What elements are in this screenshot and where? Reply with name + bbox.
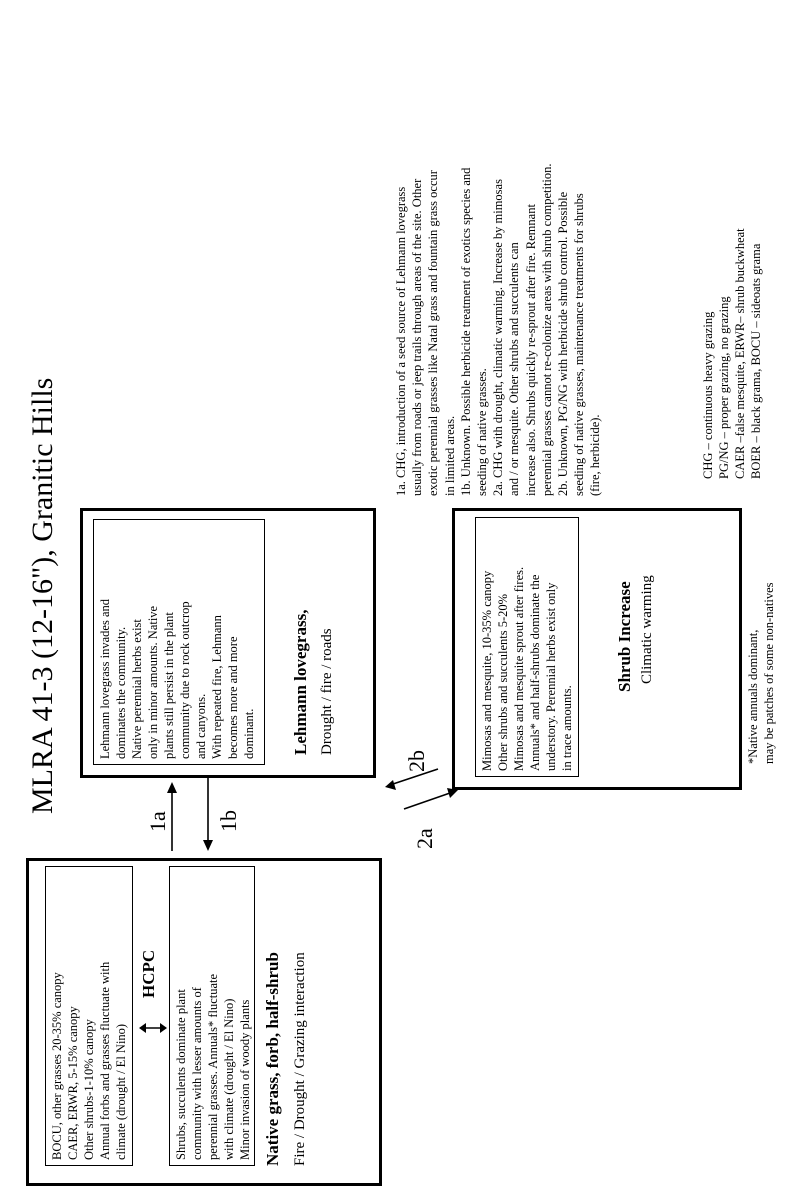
note-line: (fire, herbicide).	[588, 414, 603, 496]
transition-label-2b: 2b	[404, 750, 429, 772]
lehmann-line: With repeated fire, Lehmann	[210, 615, 224, 759]
lehmann-line: only in minor amounts. Native	[146, 605, 160, 759]
lehmann-line: becomes more and more	[226, 636, 240, 759]
native-lower-line: perennial grasses. Annuals* fluctuate	[206, 973, 220, 1160]
native-lower-line: with climate (drought / El Nino)	[222, 998, 236, 1160]
lehmann-line: dominates the community.	[114, 626, 128, 759]
note-line: and / or mesquite. Other shrubs and succulents can	[507, 242, 522, 496]
footnote-line: *Native annuals dominant,	[746, 629, 760, 764]
diagram-title: MLRA 41-3 (12-16"), Granitic Hills	[26, 377, 59, 814]
arrow-1b-icon	[203, 778, 213, 851]
native-upper-line: CAER, ERWR, 5-15% canopy	[66, 1006, 80, 1160]
note-line: usually from roads or jeep trails through areas of the site. Other	[410, 178, 425, 496]
state-name-lehmann: Lehmann lovegrass,	[291, 609, 310, 755]
lehmann-line: Native perennial herbs exist	[130, 619, 144, 759]
native-upper-line: BOCU, other grasses 20-35% canopy	[50, 972, 64, 1160]
legend-line: CHG – continuous heavy grazing	[701, 311, 715, 479]
annuals-footnote	[745, 582, 777, 764]
shrub-line: understory. Perennial herbs exist only	[544, 582, 558, 771]
note-line: exotic perennial grasses like Natal grass and fountain grass occur	[426, 170, 441, 496]
shrub-line: Other shrubs and succulents 5-20%	[496, 593, 510, 771]
shrub-line: Mimosas and mesquite sprout after fires.	[512, 566, 526, 771]
transition-label-1a: 1a	[145, 811, 170, 832]
legend-line: BOER – black grama, BOCU – sideoats grama	[749, 243, 763, 479]
abbreviation-legend	[700, 228, 764, 479]
note-line: increase also. Shrubs quickly re-sprout after fire. Remnant	[523, 204, 538, 496]
native-lower-line: Minor invasion of woody plants	[238, 999, 252, 1160]
state-driver-native: Fire / Drought / Grazing interaction	[292, 952, 308, 1166]
native-upper-line: Other shrubs-1-10% canopy	[82, 1019, 96, 1160]
lehmann-line: dominant.	[242, 708, 256, 759]
state-driver-shrub: Climatic warming	[639, 575, 655, 684]
legend-line: CAER –false mesquite, ERWR– shrub buckwheat	[733, 228, 747, 479]
lehmann-line: plants still persist in the plant	[162, 612, 176, 759]
transition-label-1b: 1b	[216, 810, 241, 832]
shrub-line: Annuals* and half-shrubs dominate the	[528, 574, 542, 771]
note-line: seeding of native grasses, maintenance treatments for shrubs	[572, 193, 587, 496]
arrow-2b-icon	[385, 769, 438, 790]
transition-notes	[393, 163, 604, 496]
note-line: 1a. CHG, introduction of a seed source of Lehmann lovegrass	[394, 186, 408, 496]
transition-label-2a: 2a	[412, 828, 437, 849]
shrub-line: Mimosas and mesquite, 10-35% canopy	[480, 570, 494, 771]
footnote-line: may be patches of some non-natives	[762, 582, 776, 764]
note-line: in limited areas.	[442, 415, 457, 496]
native-upper-line: climate (drought / El Nino)	[114, 1023, 128, 1160]
native-lower-line: community with lesser amounts of	[190, 987, 204, 1160]
shrub-line: in trace amounts.	[560, 685, 574, 771]
state-name-native: Native grass, forb, half-shrub	[263, 952, 282, 1166]
legend-line: PG/NG – proper grazing, no grazing	[717, 296, 731, 479]
note-line: 2a. CHG with drought, climatic warming. Increase by mimosas	[491, 179, 506, 496]
lehmann-line: Lehmann lovegrass invades and	[98, 598, 112, 759]
note-line: 1b. Unknown. Possible herbicide treatment of exotics species and	[458, 167, 473, 496]
note-line: perennial grasses cannot re-colonize areas with shrub competition.	[539, 163, 554, 496]
note-line: 2b. Unknown, PG/NG with herbicide shrub control. Possible	[556, 191, 571, 496]
arrow-2a-icon	[404, 788, 458, 809]
state-driver-lehmann: Drought / fire / roads	[319, 628, 335, 755]
native-upper-line: Annual forbs and grasses fluctuate with	[98, 961, 112, 1160]
state-name-shrub: Shrub Increase	[615, 581, 634, 692]
native-lower-line: Shrubs, succulents dominate plant	[174, 989, 188, 1160]
lehmann-line: and canyons.	[194, 693, 208, 759]
note-line: seeding of native grasses.	[475, 368, 490, 496]
hcpc-label: HCPC	[139, 949, 158, 998]
lehmann-line: community due to rock outcrop	[178, 601, 192, 759]
